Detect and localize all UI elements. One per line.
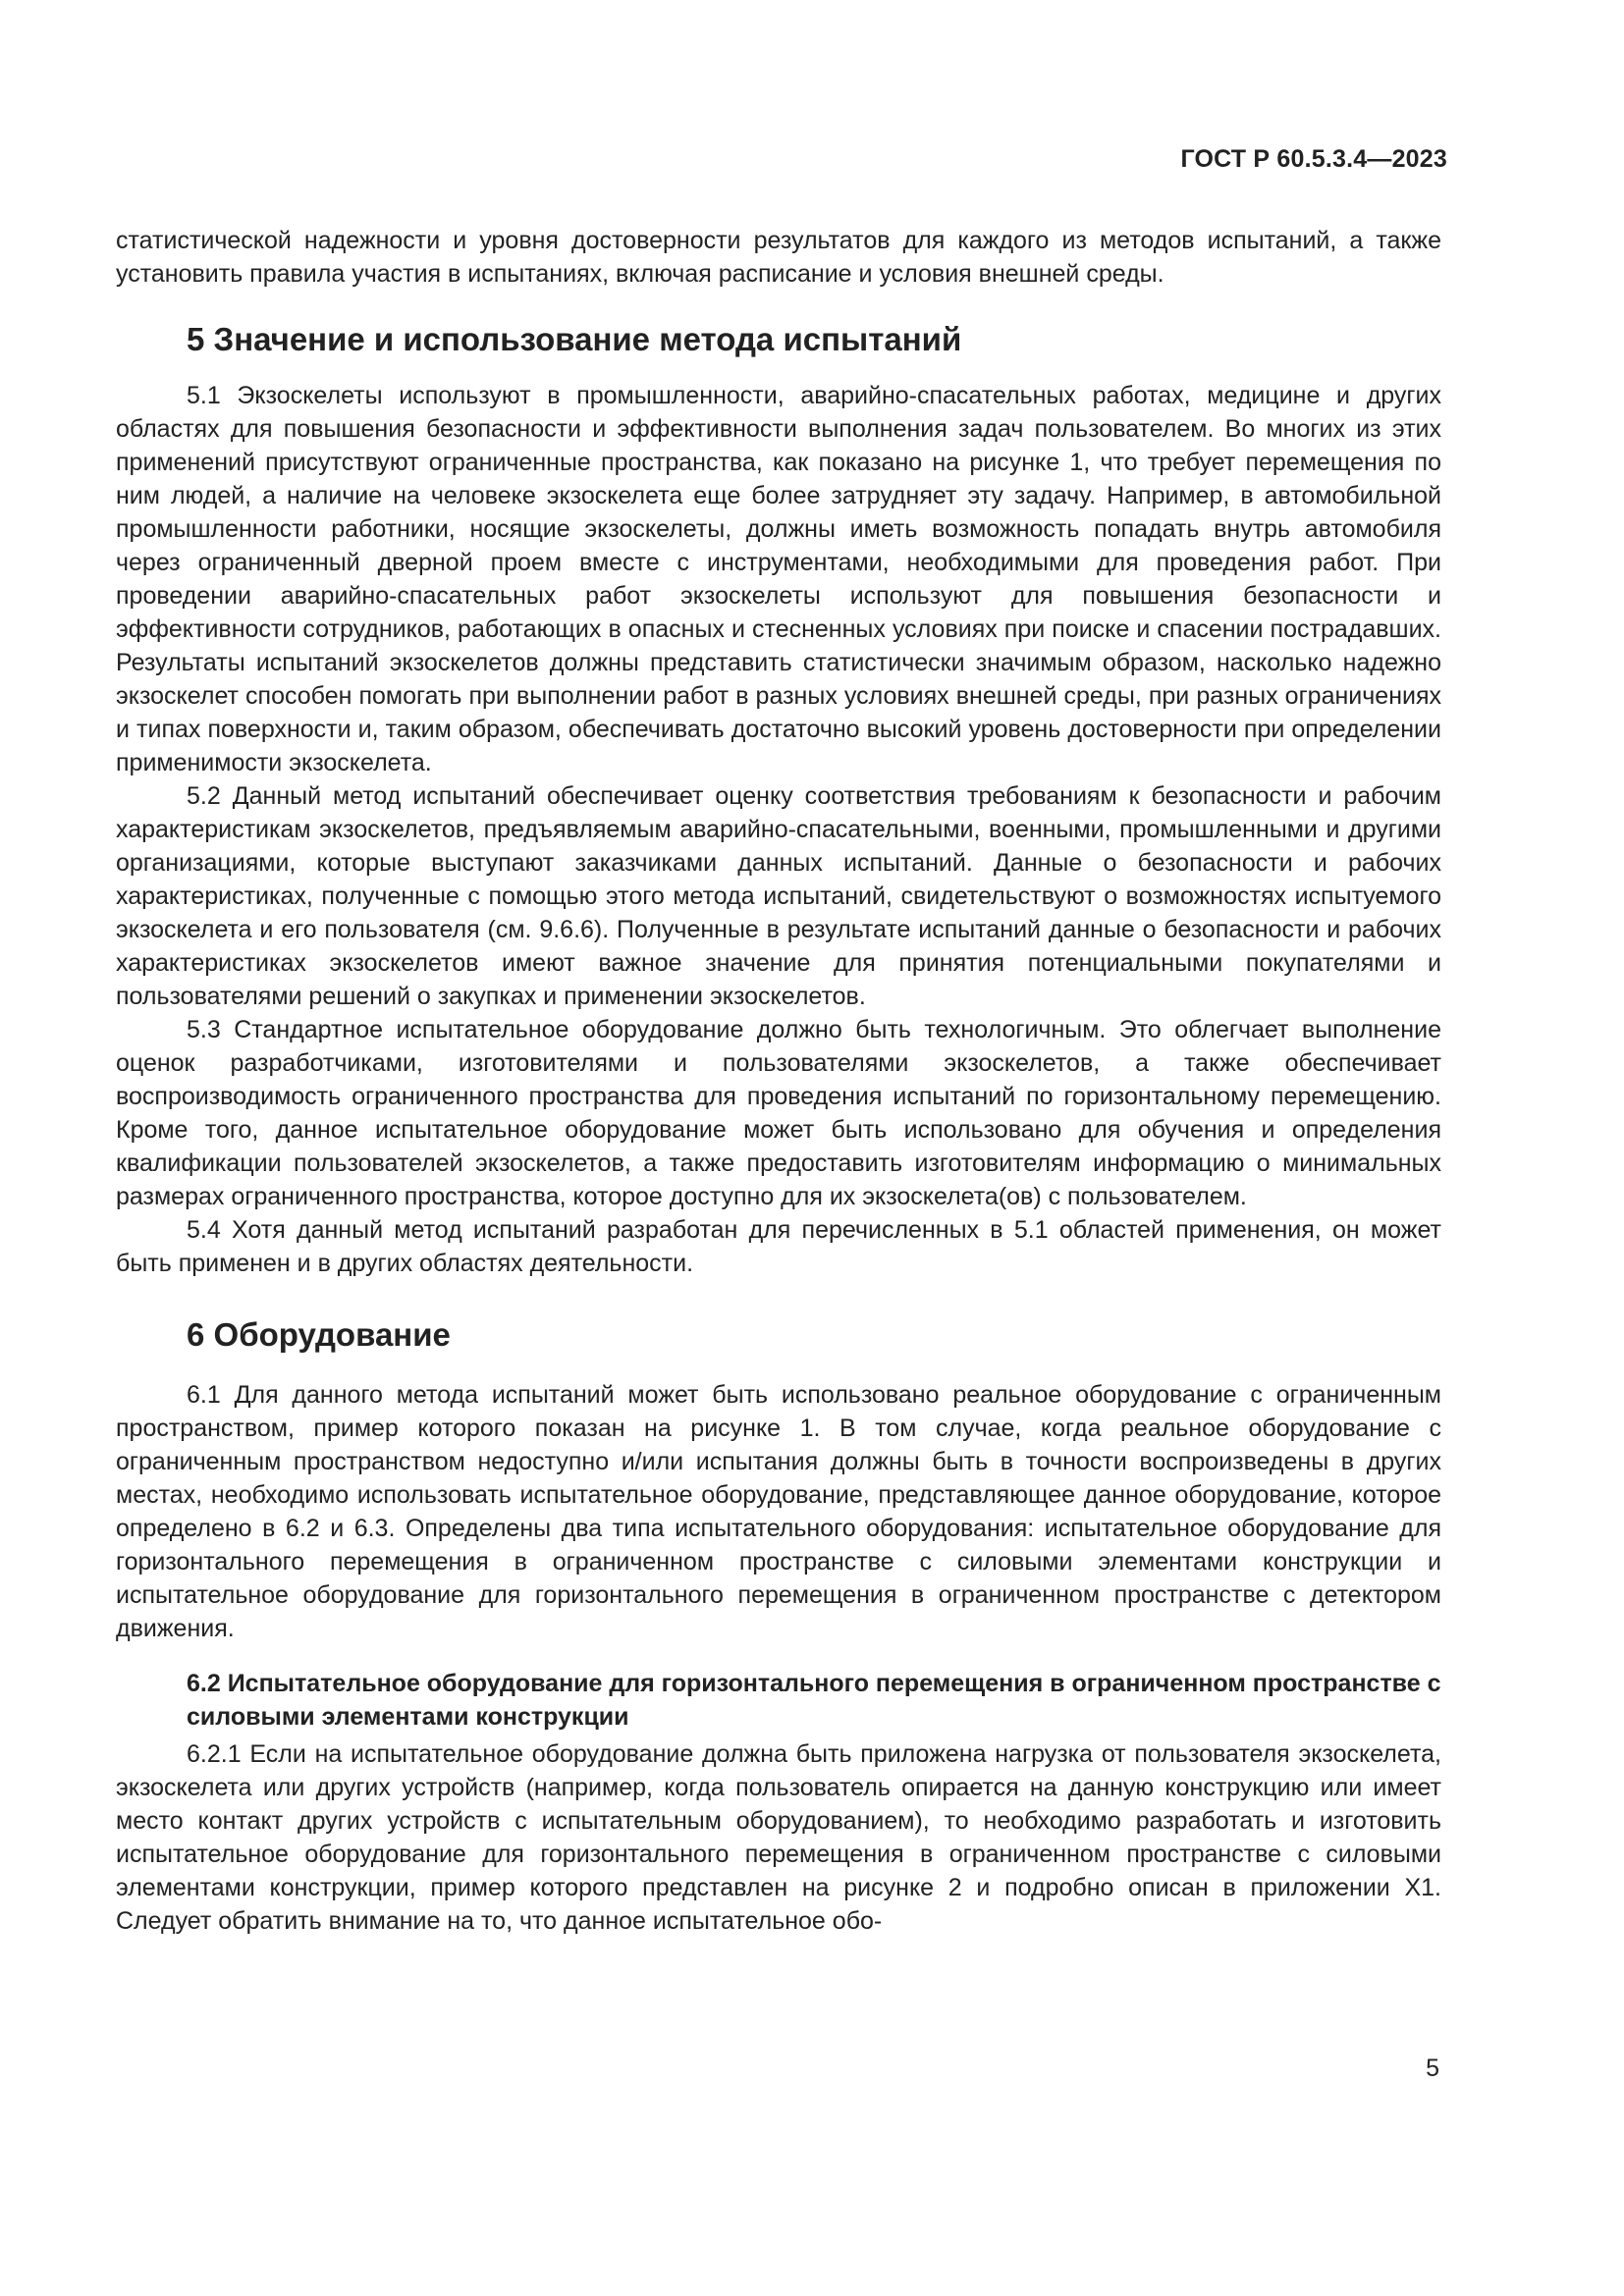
- page-content: [116, 224, 1441, 1938]
- page-number: 5: [1426, 2055, 1439, 2082]
- section-5-heading: 5 Значение и использование метода испытаний: [187, 321, 962, 357]
- paragraph-5-2: 5.2 Данный метод испытаний обеспечивает оценку соответствия требованиям к безопасности и рабочим характеристикам экзоскелетов, предъявляемым аварийно-спасательными, военными, промышленными и другими организациями, которые выступают заказчиками данных испытаний. Данные о безопасности и рабочих характеристиках, полученные с помощью этого метода испытаний, свидетельствуют о возможностях испытуемого экзоскелета и его пользователя (см. 9.6.6). Полученные в результате испытаний данные о безопасности и рабочих характеристиках экзоскелетов имеют важное значение для принятия потенциальными покупателями и пользователями решений о закупках и применении экзоскелетов.: [116, 782, 1441, 1010]
- subsection-6-2-heading: 6.2 Испытательное оборудование для горизонтального перемещения в ограниченном пространстве с силовыми элементами конструкции: [187, 1670, 1441, 1731]
- paragraph-5-1: 5.1 Экзоскелеты используют в промышленности, аварийно-спасательных работах, медицине и других областях для повышения безопасности и эффективности выполнения задач пользователем. Во многих из этих применений присутствуют ограниченные пространства, как показано на рисунке 1, что требует перемещения по ним людей, а наличие на человеке экзоскелета еще более затрудняет эту задачу. Например, в автомобильной промышленности работники, носящие экзоскелеты, должны иметь возможность попадать внутрь автомобиля через ограниченный дверной проем вместе с инструментами, необходимыми для проведения работ. При проведении аварийно-спасательных работ экзоскелеты используют для повышения безопасности и эффективности сотрудников, работающих в опасных и стесненных условиях при поиске и спасении пострадавших. Результаты испытаний экзоскелетов должны представить статистически значимым образом, насколько надежно экзоскелет способен помогать при выполнении работ в разных условиях внешней среды, при разных ограничениях и типах поверхности и, таким образом, обеспечивать достаточно высокий уровень достоверности при определении применимости экзоскелета.: [116, 382, 1441, 776]
- paragraph-6-1: 6.1 Для данного метода испытаний может быть использовано реальное оборудование с ограниченным пространством, пример которого показан на рисунке 1. В том случае, когда реальное оборудование с ограниченным пространством недоступно и/или испытания должны быть в точности воспроизведены в других местах, необходимо использовать испытательное оборудование, представляющее данное оборудование, которое определено в 6.2 и 6.3. Определены два типа испытательного оборудования: испытательное оборудование для горизонтального перемещения в ограниченном пространстве с силовыми элементами конструкции и испытательное оборудование для горизонтального перемещения в ограниченном пространстве с детектором движения.: [116, 1381, 1441, 1642]
- section-6-heading: 6 Оборудование: [187, 1316, 451, 1353]
- paragraph-6-2-1: 6.2.1 Если на испытательное оборудование должна быть приложена нагрузка от пользователя экзоскелета, экзоскелета или других устройств (например, когда пользователь опирается на данную конструкцию или имеет место контакт других устройств с испытательным оборудованием), то необходимо разработать и изготовить испытательное оборудование для горизонтального перемещения в ограниченном пространстве с силовыми элементами конструкции, пример которого представлен на рисунке 2 и подробно описан в приложении X1. Следует обратить внимание на то, что данное испытательное обо-: [116, 1740, 1441, 1935]
- intro-paragraph: статистической надежности и уровня достоверности результатов для каждого из методов испытаний, а также установить правила участия в испытаниях, включая расписание и условия внешней среды.: [116, 227, 1441, 288]
- document-header: ГОСТ Р 60.5.3.4—2023: [1180, 145, 1447, 173]
- paragraph-5-4: 5.4 Хотя данный метод испытаний разработан для перечисленных в 5.1 областей применения, он может быть применен и в других областях деятельности.: [116, 1216, 1441, 1277]
- paragraph-5-3: 5.3 Стандартное испытательное оборудование должно быть технологичным. Это облегчает выполнение оценок разработчиками, изготовителями и пользователями экзоскелетов, а также обеспечивает воспроизводимость ограниченного пространства для проведения испытаний по горизонтальному перемещению. Кроме того, данное испытательное оборудование может быть использовано для обучения и определения квалификации пользователей экзоскелетов, а также предоставить изготовителям информацию о минимальных размерах ограниченного пространства, которое доступно для их экзоскелета(ов) с пользователем.: [116, 1016, 1441, 1210]
